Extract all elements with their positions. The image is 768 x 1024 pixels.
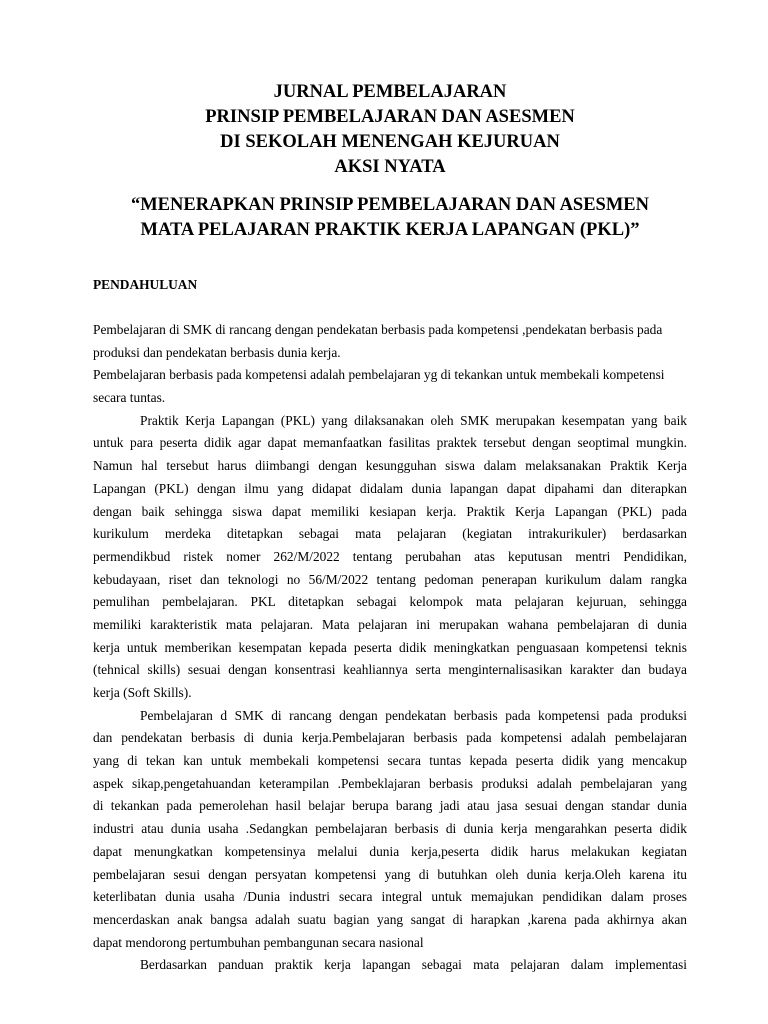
text-line: kebudayaan, riset dan teknologi no 56/M/2022 tentang pedoman penerapan kurikulum dalam rangka bbox=[93, 571, 687, 587]
text-line: permendikbud ristek nomer 262/M/2022 tentang perubahan atas keputusan mentri Pendidikan, bbox=[93, 548, 687, 564]
text-line: Pembelajaran d SMK di rancang dengan pendekatan berbasis pada kompetensi pada produksi bbox=[140, 707, 687, 723]
text-line: secara tuntas. bbox=[93, 390, 166, 406]
title-line: PRINSIP PEMBELAJARAN DAN ASESMEN bbox=[205, 107, 575, 127]
document-subtitle bbox=[60, 193, 720, 243]
text-line: pembelajaran sesui dengan persyatan kompetensi yang di butuhkan oleh dunia kerja.Oleh karena itu bbox=[93, 866, 687, 882]
body-text bbox=[93, 319, 687, 977]
text-line: yang di tekan kan untuk membekali kompetensi secara tuntas kepada peserta didik yang mencakup bbox=[93, 753, 687, 769]
text-line: Berdasarkan panduan praktik kerja lapangan sebagai mata pelajaran dalam implementasi bbox=[140, 957, 687, 973]
text-line: Lapangan (PKL) dengan ilmu yang didapat didalam dunia lapangan dapat dipahami dan diterapkan bbox=[93, 480, 687, 496]
text-line: kerja (Soft Skills). bbox=[93, 685, 192, 700]
text-line: mencerdaskan anak bangsa adalah suatu bagian yang sangat di harapkan ,karena pada akhirnya akan bbox=[93, 911, 687, 927]
title-line: JURNAL PEMBELAJARAN bbox=[273, 82, 507, 102]
text-line: kerja untuk memberikan kesempatan kepada peserta didik meningkatkan penguasaan kompetensi teknis bbox=[93, 639, 687, 655]
text-line: keterlibatan dunia usaha /Dunia industri secara integral untuk memajukan pendidikan dalam proses bbox=[93, 889, 687, 905]
title-line: DI SEKOLAH MENENGAH KEJURUAN bbox=[220, 132, 560, 152]
text-line: produksi dan pendekatan berbasis dunia kerja. bbox=[93, 344, 341, 360]
title-line: AKSI NYATA bbox=[334, 157, 446, 177]
text-line: aspek sikap,pengetahuandan keterampilan .Pembeklajaran berbasis produksi adalah pembelajaran yang bbox=[93, 775, 687, 791]
text-line: dan pendekatan berbasis di dunia kerja.Pembelajaran berbasis pada kompetensi adalah pembelajaran bbox=[93, 730, 687, 746]
text-line: Namun hal tersebut harus diimbangi dengan kesungguhan siswa dalam melaksanakan Praktik Kerja bbox=[93, 458, 687, 474]
text-line: pemulihan pembelajaran. PKL ditetapkan sebagai kelompok mata pelajaran kejuruan, sehingga bbox=[93, 594, 687, 610]
text-line: untuk para peserta didik agar dapat memanfaatkan fasilitas praktek tersebut dengan seoptimal mungkin. bbox=[93, 435, 687, 451]
text-line: Praktik Kerja Lapangan (PKL) yang dilaksanakan oleh SMK merupakan kesempatan yang baik bbox=[140, 412, 687, 428]
text-line: Pembelajaran berbasis pada kompetensi adalah pembelajaran yg di tekankan untuk membekali kompetensi bbox=[93, 367, 665, 383]
text-line: Pembelajaran di SMK di rancang dengan pendekatan berbasis pada kompetensi ,pendekatan berbasis pada bbox=[93, 322, 663, 337]
text-line: memiliki karakteristik mata pelajaran. Mata pelajaran ini merupakan wahana pembelajaran di dunia bbox=[93, 616, 687, 632]
subtitle-line: MATA PELAJARAN PRAKTIK KERJA LAPANGAN (PKL)” bbox=[140, 220, 640, 240]
text-line: (tehnical skills) sesuai dengan konsentrasi keahliannya serta menginternalisasikan karakter dan budaya bbox=[93, 662, 687, 678]
section-heading: PENDAHULUAN bbox=[93, 277, 198, 292]
document-title bbox=[60, 80, 720, 180]
text-line: dapat mendorong pertumbuhan pembangunan secara nasional bbox=[93, 934, 424, 950]
text-line: dengan baik sehingga siswa dapat memiliki kesiapan kerja. Praktik Kerja Lapangan (PKL) pada bbox=[93, 503, 687, 519]
text-line: kurikulum merdeka ditetapkan sebagai mata pelajaran (kegiatan intrakurikuler) berdasarkan bbox=[93, 526, 687, 542]
text-line: industri atau dunia usaha .Sedangkan pembelajaran berbasis di dunia kerja mengarahkan peserta didik bbox=[93, 821, 687, 837]
subtitle-line: “MENERAPKAN PRINSIP PEMBELAJARAN DAN ASESMEN bbox=[130, 195, 650, 215]
text-line: di tekankan pada pemerolehan hasil belajar berupa barang jadi atau jasa sesuai dengan standar dunia bbox=[93, 798, 687, 814]
text-line: dapat menungkatkan kompetensinya melalui dunia kerja,peserta didik harus melakukan kegiatan bbox=[93, 843, 687, 859]
